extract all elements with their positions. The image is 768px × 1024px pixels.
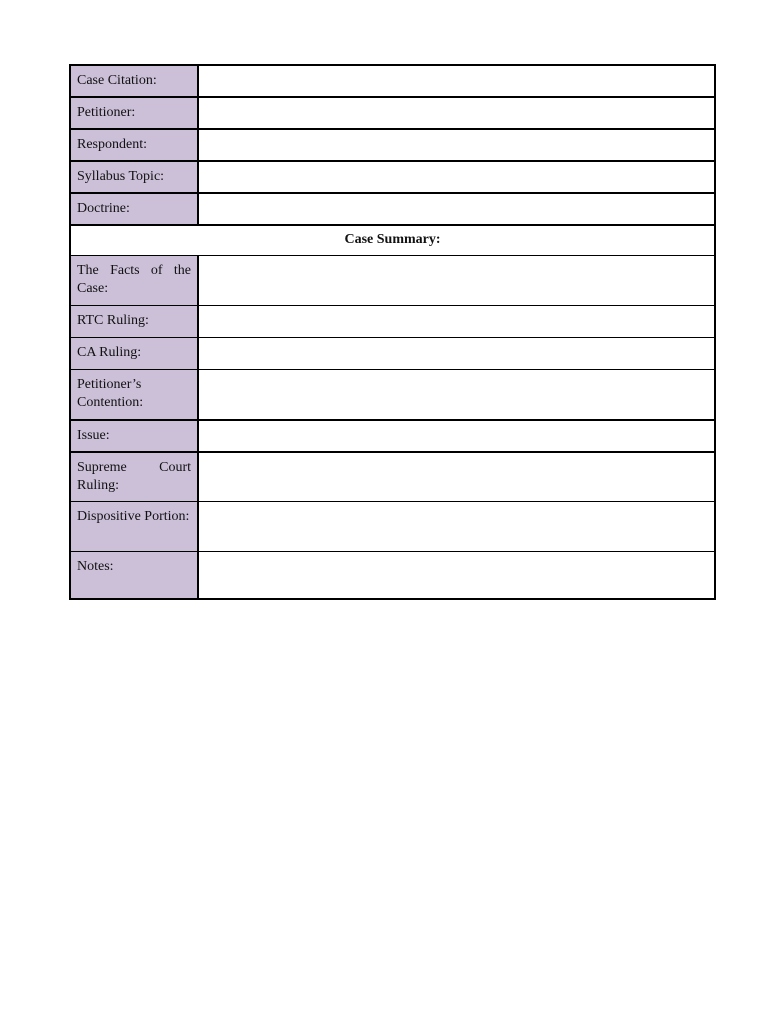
petitioner-label: Petitioner: [70, 97, 198, 129]
doctrine-row [70, 193, 715, 225]
dispositive-portion-label: Dispositive Portion: [70, 502, 198, 552]
case-citation-row [70, 65, 715, 97]
issue-field[interactable] [198, 420, 715, 452]
ca-ruling-label: CA Ruling: [70, 338, 198, 370]
case-citation-field[interactable] [198, 65, 715, 97]
case-citation-label: Case Citation: [70, 65, 198, 97]
supreme-court-ruling-row [70, 452, 715, 502]
notes-label: Notes: [70, 552, 198, 599]
respondent-label: Respondent: [70, 129, 198, 161]
syllabus-topic-row [70, 161, 715, 193]
rtc-ruling-label: RTC Ruling: [70, 306, 198, 338]
respondent-field[interactable] [198, 129, 715, 161]
doctrine-field[interactable] [198, 193, 715, 225]
rtc-ruling-row [70, 306, 715, 338]
issue-row [70, 420, 715, 452]
dispositive-portion-field[interactable] [198, 502, 715, 552]
notes-row [70, 552, 715, 599]
petitioner-contention-field[interactable] [198, 370, 715, 420]
supreme-court-ruling-field[interactable] [198, 452, 715, 502]
petitioner-field[interactable] [198, 97, 715, 129]
dispositive-portion-row [70, 502, 715, 552]
supreme-court-ruling-label: Supreme Court Ruling: [70, 452, 198, 502]
case-summary-heading: Case Summary: [70, 225, 715, 256]
case-brief-table [69, 64, 716, 600]
syllabus-topic-field[interactable] [198, 161, 715, 193]
issue-label: Issue: [70, 420, 198, 452]
notes-field[interactable] [198, 552, 715, 599]
ca-ruling-row [70, 338, 715, 370]
facts-row [70, 256, 715, 306]
facts-label: The Facts of the Case: [70, 256, 198, 306]
doctrine-label: Doctrine: [70, 193, 198, 225]
petitioner-contention-label: Petitioner’s Contention: [70, 370, 198, 420]
rtc-ruling-field[interactable] [198, 306, 715, 338]
respondent-row [70, 129, 715, 161]
ca-ruling-field[interactable] [198, 338, 715, 370]
case-summary-heading-row [70, 225, 715, 256]
syllabus-topic-label: Syllabus Topic: [70, 161, 198, 193]
facts-field[interactable] [198, 256, 715, 306]
petitioner-contention-row [70, 370, 715, 420]
petitioner-row [70, 97, 715, 129]
